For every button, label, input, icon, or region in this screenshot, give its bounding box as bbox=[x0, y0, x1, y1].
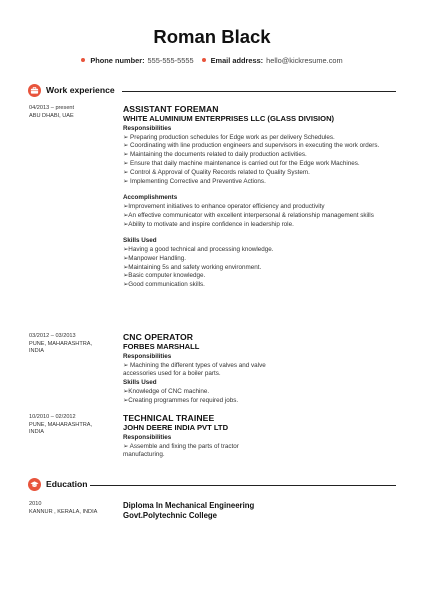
list-item: ➢ Implementing Corrective and Preventive Actions. bbox=[123, 177, 266, 185]
skills-heading: Skills Used bbox=[123, 379, 157, 387]
list-item: ➢Creating programmes for required jobs. bbox=[123, 396, 239, 404]
section-divider bbox=[90, 485, 396, 486]
email-value: hello@kickresume.com bbox=[266, 56, 343, 65]
list-item: ➢ Machining the different types of valves and valve accessories used for a boiler parts. bbox=[123, 361, 266, 378]
school-name: Govt.Polytechnic College bbox=[123, 510, 218, 520]
list-item: ➢Improvement initiatives to enhance operator efficiency and productivity bbox=[123, 202, 325, 210]
company-name: WHITE ALUMINIUM ENTERPRISES LLC (GLASS DIVISION) bbox=[123, 114, 335, 123]
company-name: FORBES MARSHALL bbox=[123, 342, 200, 351]
list-item: ➢An effective communicator with excellent interpersonal & relationship management skills bbox=[123, 211, 374, 219]
degree-title: Diploma In Mechanical Engineering bbox=[123, 501, 255, 510]
dot-icon bbox=[81, 58, 85, 62]
briefcase-icon bbox=[28, 84, 41, 97]
entry-dates: 04/2013 – present bbox=[29, 105, 75, 111]
list-item: ➢ Coordinating with line production engineers and supervisors in executing the work orders. bbox=[123, 142, 380, 150]
list-item: ➢Basic computer knowledge. bbox=[123, 272, 206, 280]
list-item: ➢ Control & Approval of Quality Records related to Quality System. bbox=[123, 168, 310, 176]
skills-heading: Skills Used bbox=[123, 237, 157, 245]
section-title-education: Education bbox=[46, 479, 88, 489]
list-item: ➢ Assemble and fixing the parts of tractor manufacturing. bbox=[123, 442, 239, 459]
job-title: CNC OPERATOR bbox=[123, 332, 194, 342]
list-item: ➢Manpower Handling. bbox=[123, 254, 187, 262]
list-item: ➢ Ensure that daily machine maintenance is carried out for the Edge work Machines. bbox=[123, 159, 360, 167]
contact-line bbox=[0, 56, 424, 66]
education-header bbox=[28, 478, 396, 492]
candidate-name: Roman Black bbox=[153, 26, 271, 47]
graduation-cap-icon bbox=[28, 478, 41, 491]
entry-location: KANNUR , KERALA, INDIA bbox=[29, 508, 98, 515]
work-experience-header bbox=[28, 84, 396, 98]
list-item: ➢ Maintaining the documents related to daily production activities. bbox=[123, 151, 307, 159]
phone-label: Phone number: bbox=[90, 56, 145, 65]
responsibilities-heading: Responsibilities bbox=[123, 353, 172, 360]
responsibilities-heading: Responsibilities bbox=[123, 434, 172, 441]
company-name: JOHN DEERE INDIA PVT LTD bbox=[123, 423, 229, 432]
section-divider bbox=[122, 91, 396, 92]
entry-location: PUNE, MAHARASHTRA, INDIA bbox=[29, 340, 93, 354]
list-item: ➢ Preparing production schedules for Edge work as per delivery Schedules. bbox=[123, 133, 335, 141]
list-item: ➢Having a good technical and processing knowledge. bbox=[123, 245, 274, 253]
job-title: ASSISTANT FOREMAN bbox=[123, 104, 219, 114]
entry-dates: 10/2010 – 02/2012 bbox=[29, 414, 76, 420]
phone-value: 555-555-5555 bbox=[147, 56, 194, 65]
responsibilities-heading: Responsibilities bbox=[123, 125, 172, 132]
list-item: ➢Knowledge of CNC machine. bbox=[123, 387, 210, 395]
dot-icon bbox=[202, 58, 206, 62]
section-title-work: Work experience bbox=[46, 85, 115, 95]
list-item: ➢Ability to motivate and inspire confidence in leadership role. bbox=[123, 220, 294, 228]
email-label: Email address: bbox=[210, 56, 264, 65]
entry-dates: 03/2012 – 03/2013 bbox=[29, 333, 76, 339]
list-item: ➢Maintaining 5s and safety working environment. bbox=[123, 263, 262, 271]
job-title: TECHNICAL TRAINEE bbox=[123, 413, 215, 423]
accomplishments-heading: Accomplishments bbox=[123, 194, 178, 202]
entry-location: PUNE, MAHARASHTRA, INDIA bbox=[29, 421, 93, 435]
entry-dates: 2010 bbox=[29, 501, 42, 507]
list-item: ➢Good communication skills. bbox=[123, 281, 205, 289]
entry-location: ABU DHABI, UAE bbox=[29, 112, 74, 119]
